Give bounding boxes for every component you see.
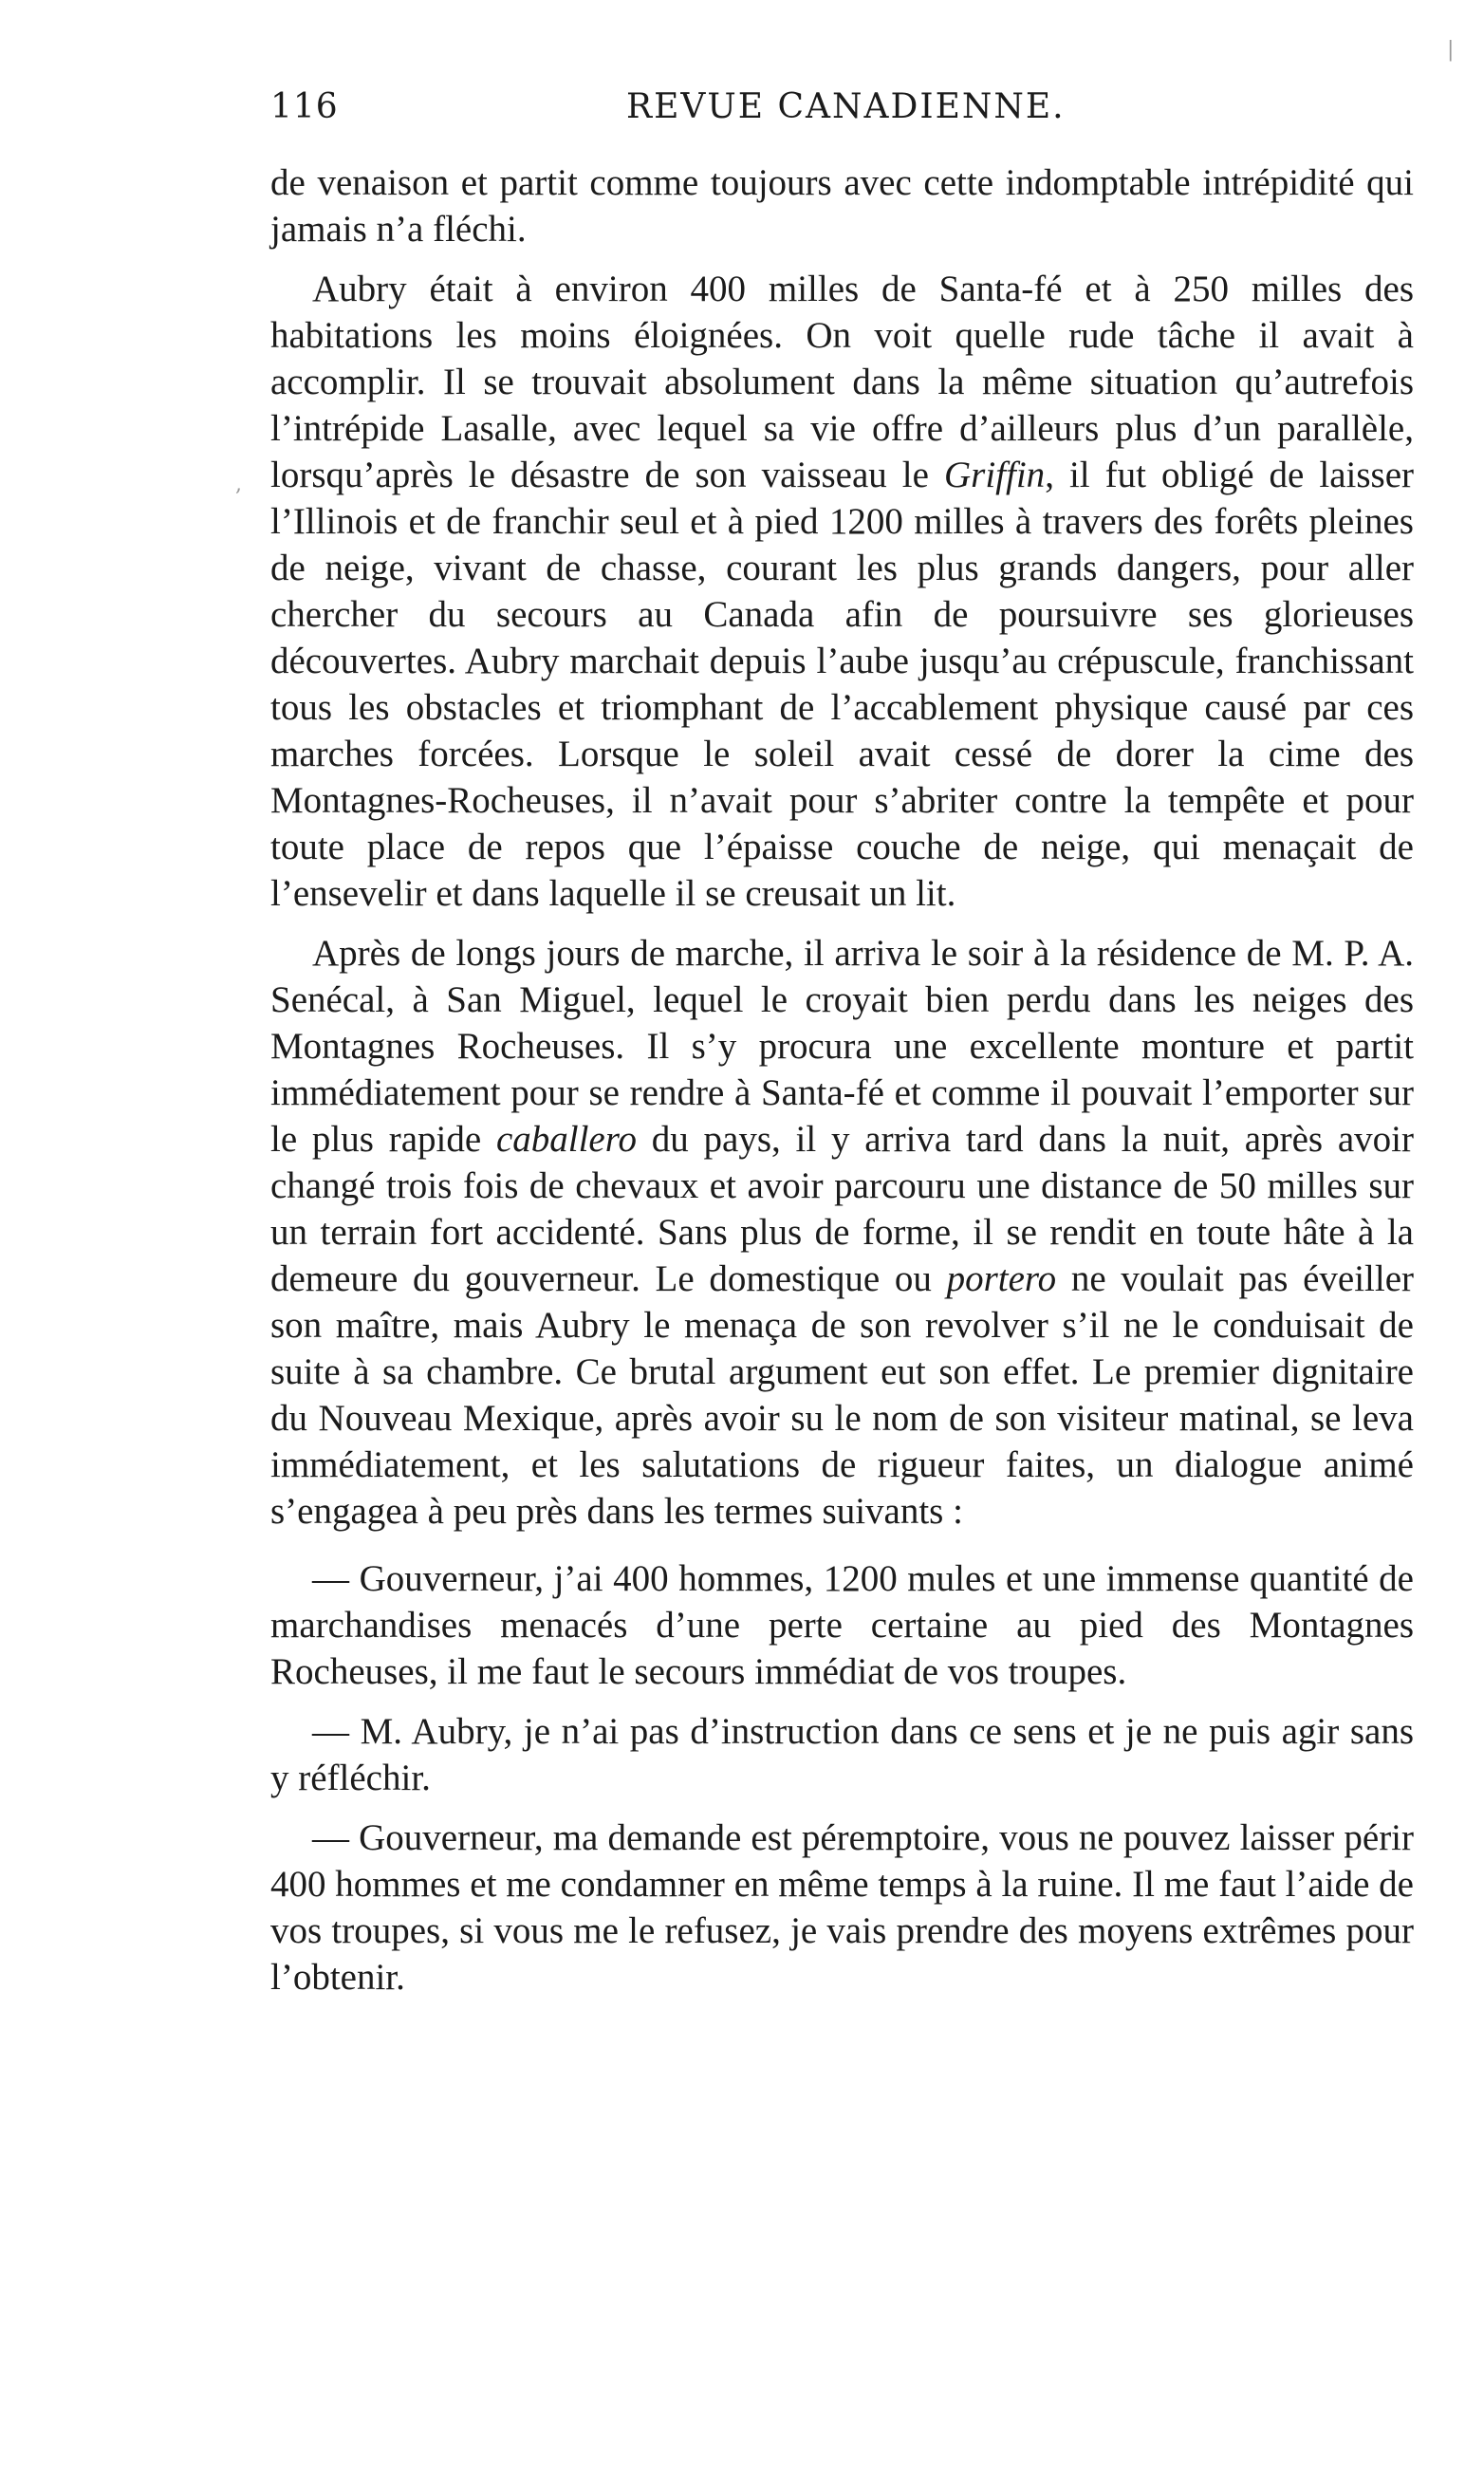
page-header [270,87,1414,144]
body-text [270,159,1414,2014]
ship-name: Griffin [944,455,1046,495]
paragraph-arrival [270,930,1414,1535]
paragraph-text: ne voulait pas éveiller son maître, mais Aubry le menaça de son revolver s’il ne le conduisait de suite à sa chambre. Ce brutal argument eut son effet. Le premier dignitaire du Nouveau Mexique, après avoir su le nom de son visiteur matinal, se leva immédiatement, et les salutations de rigueur faites, un dialogue animé s’engagea à peu près dans les termes suivants : [270,1258,1414,1532]
paragraph-text: Après de longs jours de marche, il arriva le soir à la résidence de M. P. A. Senécal, à San Miguel, lequel le croyait bien perdu dans les neiges des Montagnes Rocheuses. Il s’y procura une excellente monture et partit immédiatement pour se rendre à Santa-fé et comme il pouvait l’emporter sur le plus rapide [270,933,1414,1160]
italic-term: caballero [495,1119,637,1160]
paragraph-text: du pays, il y arriva tard dans la nuit, après avoir changé trois fois de chevaux et avoir parcouru une distance de 50 milles sur un terrain fort accidenté. Sans plus de forme, il se rendit en toute hâte à la demeure du gouverneur. Le domestique ou [270,1119,1414,1299]
dialogue-line-2: — M. Aubry, je n’ai pas d’instruction dans ce sens et je ne puis agir sans y réfléchir. [270,1711,1414,1798]
paragraph-text: de venaison et partit comme toujours avec cette indomptable intrépidité qui jamais n’a fléchi. [270,162,1414,250]
dialogue-line-1: — Gouverneur, j’ai 400 hommes, 1200 mules et une immense quantité de marchandises menacés d’une perte certaine au pied des Montagnes Rocheuses, il me faut le secours immédiat de vos troupes. [270,1558,1414,1692]
dialogue-line-3: — Gouverneur, ma demande est péremptoire, vous ne pouvez laisser périr 400 hommes et me condamner en même temps à la ruine. Il me faut l’aide de vos troupes, si vous me le refusez, je vais prendre des moyens extrêmes pour l’obtenir. [270,1817,1414,1998]
scan-speck: , [235,473,242,496]
paragraph-continuation [270,159,1414,252]
italic-term: portero [946,1258,1057,1299]
scan-edge-mark: | [1447,38,1455,62]
paragraph-text: Aubry était à environ 400 milles de Santa-fé et à 250 milles des habitations les moins éloignées. On voit quelle rude tâche il avait à accomplir. Il se trouvait absolument dans la même situation qu’autrefois l’intrépide Lasalle, avec lequel sa vie offre d’ailleurs plus d’un parallèle, lorsqu’après le désastre de son vaisseau le [270,269,1414,495]
paragraph-text: , il fut obligé de laisser l’Illinois et de franchir seul et à pied 1200 milles à travers des forêts pleines de neige, vivant de chasse, courant les plus grands dangers, pour aller chercher du secours au Canada afin de poursuivre ses glorieuses découvertes. Aubry marchait depuis l’aube jusqu’au crépuscule, franchissant tous les obstacles et triomphant de l’accablement physique causé par ces marches forcées. Lorsque le soleil avait cessé de dorer la cime des Montagnes-Rocheuses, il n’avait pour s’abriter contre la tempête et pour toute place de repos que l’épaisse couche de neige, qui menaçait de l’ensevelir et dans laquelle il se creusait un lit. [270,455,1415,914]
running-title: REVUE CANADIENNE. [626,87,1066,126]
page-number: 116 [270,87,339,126]
paragraph-aubry-journey [270,266,1414,917]
